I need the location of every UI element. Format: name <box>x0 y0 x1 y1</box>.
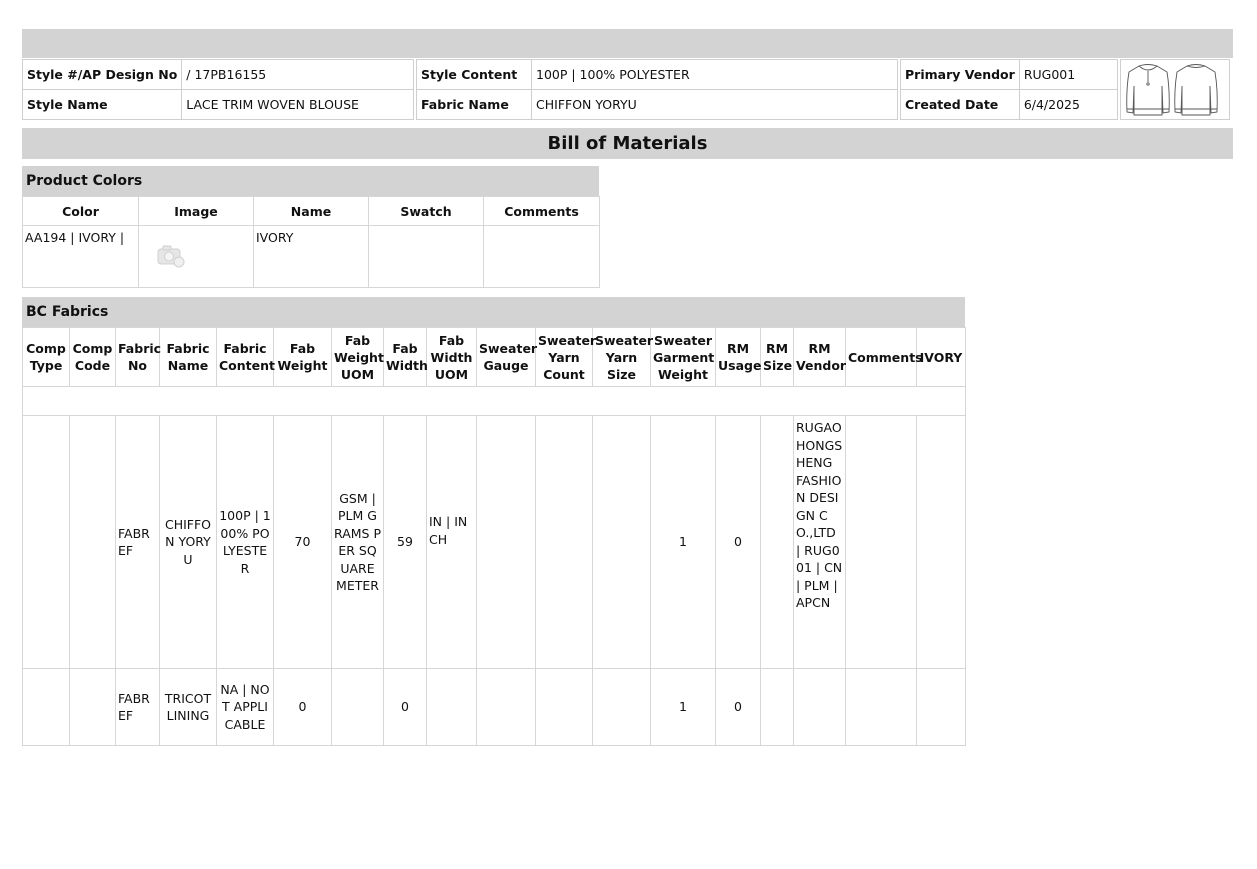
spacer-row <box>23 387 966 416</box>
color-cell: AA194 | IVORY | <box>23 226 139 288</box>
table-cell: 70 <box>274 416 332 669</box>
table-cell <box>536 669 593 746</box>
swatch-cell <box>369 226 484 288</box>
created-date-label: Created Date <box>901 90 1020 120</box>
table-cell: 0 <box>274 669 332 746</box>
image-cell <box>139 226 254 288</box>
column-header: Name <box>254 197 369 226</box>
table-cell: NA | NOT APPLICABLE <box>217 669 274 746</box>
column-header: RM Size <box>761 328 794 387</box>
vendor-info-table <box>900 59 1118 120</box>
table-cell <box>23 669 70 746</box>
garment-sketch-image <box>1120 59 1230 120</box>
header-row <box>23 60 414 90</box>
table-cell: 59 <box>384 416 427 669</box>
column-header: Sweater Garment Weight <box>651 328 716 387</box>
table-header-row <box>23 328 966 387</box>
table-cell <box>477 669 536 746</box>
table-row <box>23 669 966 746</box>
table-cell: 0 <box>716 416 761 669</box>
column-header: IVORY <box>917 328 966 387</box>
table-cell <box>23 416 70 669</box>
table-cell <box>917 669 966 746</box>
table-row <box>23 416 966 669</box>
column-header: Fab Width UOM <box>427 328 477 387</box>
style-content-value: 100P | 100% POLYESTER <box>532 60 898 90</box>
table-cell <box>846 669 917 746</box>
table-cell: 100P | 100% POLYESTER <box>217 416 274 669</box>
product-colors-table <box>22 196 600 288</box>
header-row <box>901 90 1118 120</box>
table-cell: FABREF <box>116 416 160 669</box>
table-cell: IN | INCH <box>427 416 477 669</box>
header-row <box>23 90 414 120</box>
created-date-value: 6/4/2025 <box>1019 90 1117 120</box>
column-header: Sweater Yarn Size <box>593 328 651 387</box>
camera-placeholder-icon <box>155 242 187 270</box>
table-cell: 1 <box>651 669 716 746</box>
column-header: Sweater Gauge <box>477 328 536 387</box>
table-cell <box>70 669 116 746</box>
column-header: Fab Weight UOM <box>332 328 384 387</box>
table-cell <box>593 416 651 669</box>
table-cell: TRICOT LINING <box>160 669 217 746</box>
column-header: Fab Width <box>384 328 427 387</box>
style-number-label: Style #/AP Design No <box>23 60 182 90</box>
empty-group-row <box>23 387 966 416</box>
top-banner <box>22 29 1233 58</box>
header-row <box>417 90 898 120</box>
table-row <box>23 226 600 288</box>
header-row <box>417 60 898 90</box>
table-cell: CHIFFON YORYU <box>160 416 217 669</box>
table-cell <box>477 416 536 669</box>
primary-vendor-value: RUG001 <box>1019 60 1117 90</box>
bc-fabrics-heading: BC Fabrics <box>22 297 965 327</box>
table-header-row <box>23 197 600 226</box>
table-cell <box>794 669 846 746</box>
style-number-value: / 17PB16155 <box>182 60 414 90</box>
column-header: Comments <box>484 197 600 226</box>
column-header: Fabric Name <box>160 328 217 387</box>
table-cell <box>846 416 917 669</box>
column-header: Fabric No <box>116 328 160 387</box>
blouse-sketch-icon <box>1121 60 1229 119</box>
table-cell: 0 <box>716 669 761 746</box>
header-row <box>901 60 1118 90</box>
table-cell: FABREF <box>116 669 160 746</box>
name-cell: IVORY <box>254 226 369 288</box>
column-header: RM Vendor <box>794 328 846 387</box>
style-content-label: Style Content <box>417 60 532 90</box>
column-header: Swatch <box>369 197 484 226</box>
table-cell <box>536 416 593 669</box>
column-header: Color <box>23 197 139 226</box>
column-header: Fab Weight <box>274 328 332 387</box>
table-cell <box>761 416 794 669</box>
table-cell <box>70 416 116 669</box>
table-cell: 1 <box>651 416 716 669</box>
style-info-table <box>22 59 414 120</box>
column-header: Sweater Yarn Count <box>536 328 593 387</box>
primary-vendor-label: Primary Vendor <box>901 60 1020 90</box>
column-header: Comments <box>846 328 917 387</box>
column-header: Comp Code <box>70 328 116 387</box>
table-cell <box>593 669 651 746</box>
style-content-table <box>416 59 898 120</box>
table-cell <box>917 416 966 669</box>
style-name-value: LACE TRIM WOVEN BLOUSE <box>182 90 414 120</box>
table-cell: 0 <box>384 669 427 746</box>
style-name-label: Style Name <box>23 90 182 120</box>
column-header: Image <box>139 197 254 226</box>
page-title: Bill of Materials <box>22 128 1233 159</box>
product-colors-heading: Product Colors <box>22 166 599 196</box>
table-cell: GSM | PLM GRAMS PER SQUARE METER <box>332 416 384 669</box>
table-cell: RUGAOHONGSHENG FASHION DESIGN CO.,LTD | RUG001 | CN | PLM | APCN <box>794 416 846 669</box>
fabric-name-value: CHIFFON YORYU <box>532 90 898 120</box>
comments-cell <box>484 226 600 288</box>
table-cell <box>761 669 794 746</box>
column-header: Fabric Content <box>217 328 274 387</box>
column-header: RM Usage <box>716 328 761 387</box>
column-header: Comp Type <box>23 328 70 387</box>
fabric-name-label: Fabric Name <box>417 90 532 120</box>
bc-fabrics-table <box>22 327 966 746</box>
table-cell <box>332 669 384 746</box>
table-cell <box>427 669 477 746</box>
